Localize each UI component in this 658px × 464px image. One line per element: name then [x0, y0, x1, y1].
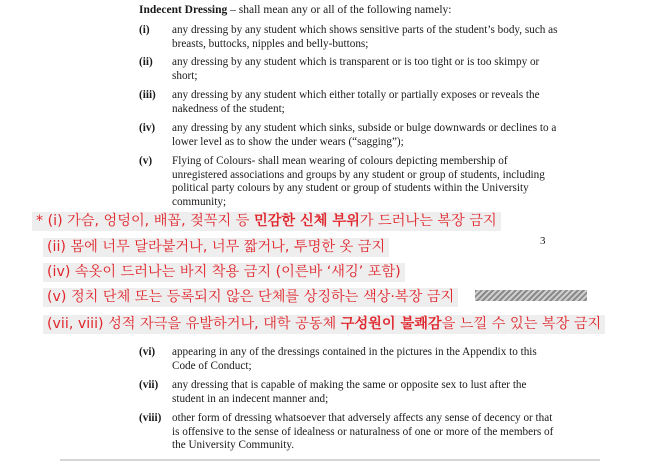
note-emphasis: 구성원이 불쾌감 — [340, 316, 442, 332]
section-heading — [139, 3, 451, 17]
page-number: 3 — [540, 235, 546, 247]
note-text: (vii, viii) 성적 자극을 유발하거나, 대학 공동체 — [47, 316, 341, 332]
korean-note-1 — [32, 212, 501, 231]
korean-note-2 — [43, 238, 389, 257]
note-text: 을 느낄 수 있는 복장 금지 — [441, 316, 602, 332]
clause-number: (iv) — [139, 122, 156, 134]
page-bottom-divider — [60, 459, 600, 461]
note-text: (ii) 몸에 너무 달라붙거나, 너무 짧거나, 투명한 옷 금지 — [47, 239, 386, 255]
clause-iv — [139, 122, 559, 149]
heading-term: Indecent Dressing — [139, 4, 228, 16]
note-emphasis: 민감한 신체 부위 — [253, 213, 360, 229]
clause-number: (iii) — [139, 89, 156, 101]
clause-number: (viii) — [139, 412, 162, 424]
clause-text: Flying of Colours- shall mean wearing of colours depicting membership of unregistered associations and groups by any student or group of students, including political party colours by any student or group of students within the University community; — [172, 155, 545, 208]
heading-definition: – shall mean any or all of the following namely: — [227, 4, 452, 16]
korean-note-4 — [43, 288, 458, 307]
note-text: * (i) 가슴, 엉덩이, 배꼽, 젖꼭지 등 — [36, 213, 254, 229]
clause-text: any dressing by any student which either totally or partially exposes or reveals the nakedness of the student; — [172, 89, 540, 115]
clause-vi — [139, 346, 559, 373]
clause-number: (vii) — [139, 379, 159, 391]
clause-iii — [139, 89, 559, 116]
note-text: (v) 정치 단체 또는 등록되지 않은 단체를 상징하는 색상·복장 금지 — [47, 289, 455, 305]
clause-text: other form of dressing whatsoever that adversely affects any sense of decency or that is offensive to the sense of idealness or naturalness of one or more of the members of the University Community. — [172, 412, 554, 451]
clause-vii — [139, 379, 559, 406]
clause-i — [139, 24, 559, 51]
clause-text: any dressing by any student which shows sensitive parts of the student’s body, such as breasts, buttocks, nipples and belly-buttons; — [172, 24, 558, 50]
clause-v — [139, 155, 559, 209]
note-text: 가 드러나는 복장 금지 — [359, 213, 497, 229]
clause-number: (vi) — [139, 346, 156, 358]
clause-text: any dressing that is capable of making the same or opposite sex to lust after the student in an indecent manner and; — [172, 379, 527, 405]
clause-number: (i) — [139, 24, 150, 36]
clause-number: (ii) — [139, 56, 153, 68]
clause-ii — [139, 56, 559, 83]
note-text: (iv) 속옷이 드러나는 바지 착용 금지 (이른바 ‘새깅’ 포함) — [47, 264, 401, 280]
clause-text: appearing in any of the dressings contained in the pictures in the Appendix to this Code of Conduct; — [172, 346, 537, 372]
clause-text: any dressing by any student which is transparent or is too tight or is too skimpy or short; — [172, 56, 540, 82]
clause-viii — [139, 412, 559, 453]
redaction-stripe — [475, 290, 587, 301]
clause-text: any dressing by any student which sinks, subside or bulge downwards or declines to a lower level as to show the under wears (“sagging”); — [172, 122, 557, 148]
korean-note-3 — [43, 263, 405, 282]
korean-note-5 — [43, 315, 605, 334]
clause-number: (v) — [139, 155, 153, 167]
